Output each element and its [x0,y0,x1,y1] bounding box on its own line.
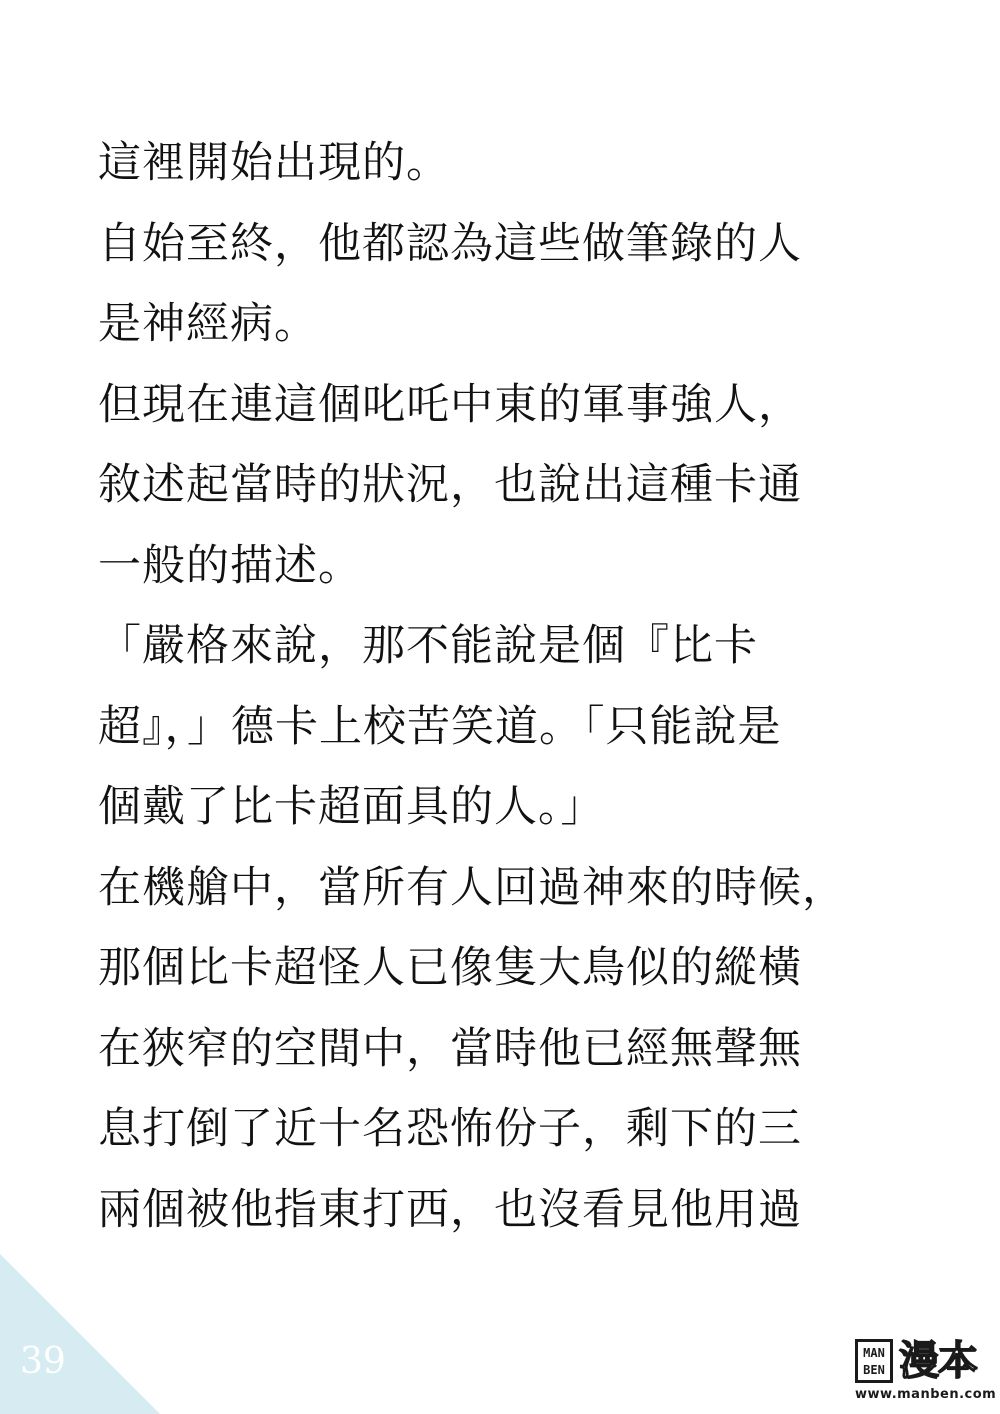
text-line: 在機艙中，當所有人回過神來的時候， [98,862,846,913]
text-line: 「嚴格來說，那不能說是個『比卡 [98,621,758,671]
text-line: 這裡開始出現的。 [98,138,450,188]
text-line: 息打倒了近十名恐怖份子，剩下的三 [98,1104,802,1154]
text-line: 那個比卡超怪人已像隻大鳥似的縱橫 [98,943,802,993]
text-line: 兩個被他指東打西，也沒看見他用過 [98,1184,802,1235]
text-line: 是神經病。 [98,299,318,349]
watermark-url: www.manben.com [855,1387,997,1402]
watermark-logo [855,1335,997,1405]
corner-triangle-decoration [0,1254,160,1414]
watermark-box: MAN BEN [855,1339,893,1383]
text-line: 超』，」德卡上校苦笑道。「只能說是 [98,701,782,752]
text-line: 在狹窄的空間中，當時他已經無聲無 [98,1023,802,1074]
page-number: 39 [20,1341,66,1382]
text-line: 個戴了比卡超面具的人。」 [98,782,605,832]
watermark-title: 漫本 [899,1337,977,1384]
body-text [98,128,978,1255]
text-line: 但現在連這個叱吒中東的軍事強人， [98,379,802,430]
text-line: 一般的描述。 [98,540,362,591]
text-line: 敘述起當時的狀況，也說出這種卡通 [98,460,802,510]
text-line: 自始至終，他都認為這些做筆錄的人 [98,218,802,269]
